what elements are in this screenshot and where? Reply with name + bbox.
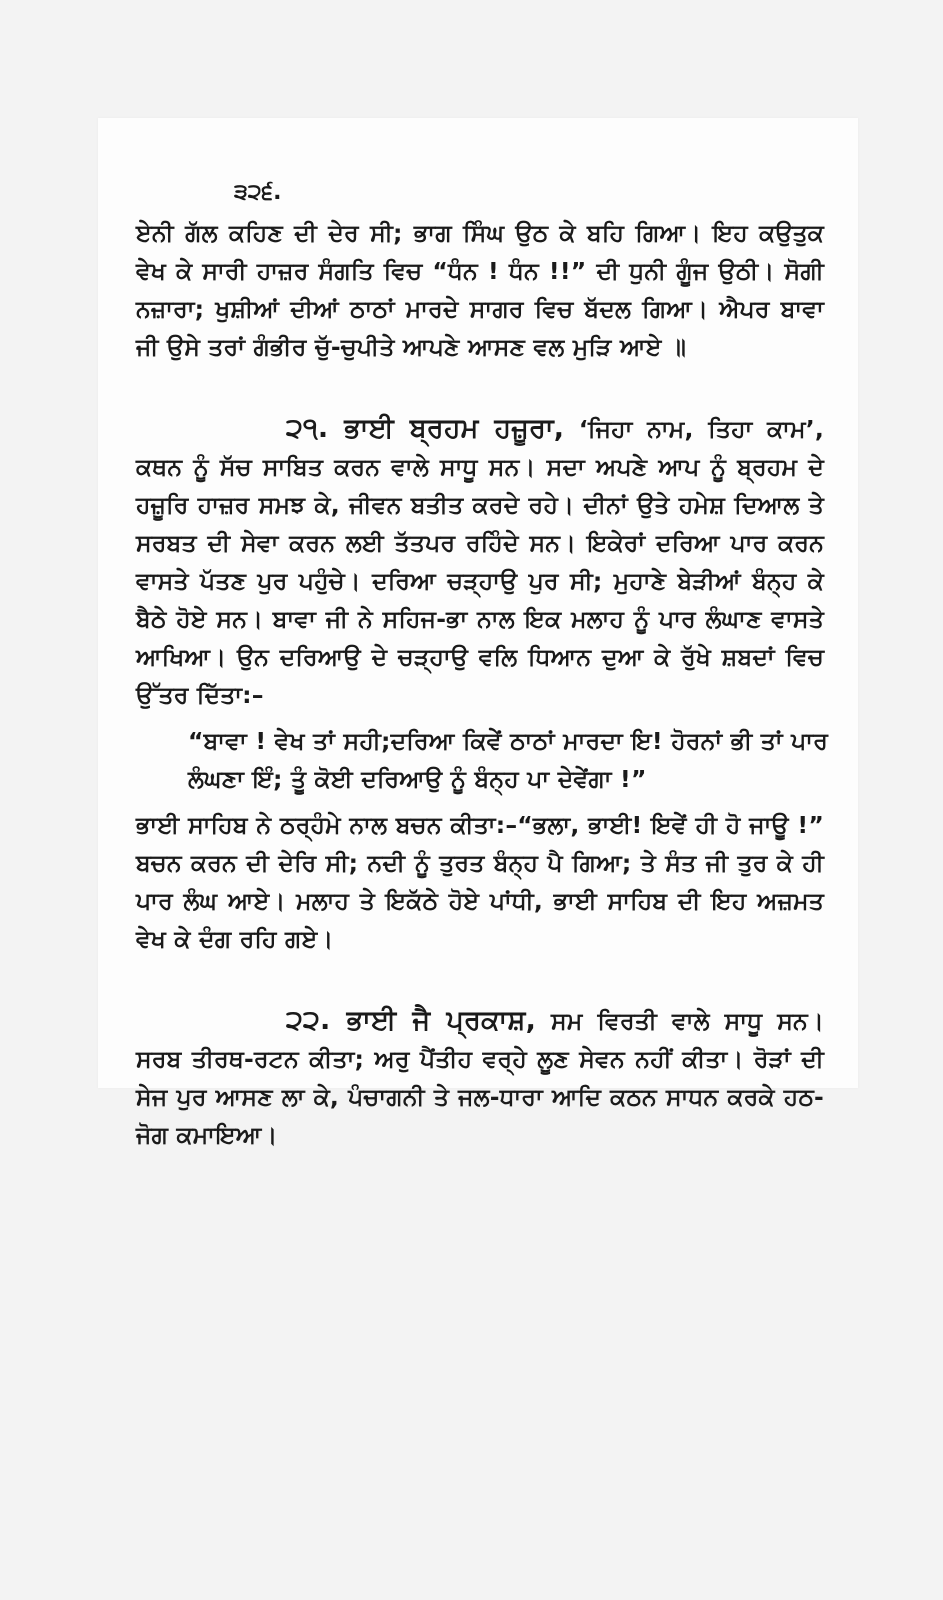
section-21-body: ‘ਜਿਹਾ ਨਾਮ, ਤਿਹਾ ਕਾਮ’, ਕਥਨ ਨੂੰ ਸੱਚ ਸਾਬਿਤ ਕਰਨ ਵਾਲੇ ਸਾਧੂ ਸਨ। ਸਦਾ ਅਪਣੇ ਆਪ ਨੂੰ ਬ੍ਰਹਮ ਦੇ ਹਜ਼ੂਰਿ ਹਾਜ਼ਰ ਸਮਝ ਕੇ, ਜੀਵਨ ਬਤੀਤ ਕਰਦੇ ਰਹੇ। ਦੀਨਾਂ ਉਤੇ ਹਮੇਸ਼ ਦਿਆਲ ਤੇ ਸਰਬਤ ਦੀ ਸੇਵਾ ਕਰਨ ਲਈ ਤੱਤਪਰ ਰਹਿੰਦੇ ਸਨ। ਇਕੇਰਾਂ ਦਰਿਆ ਪਾਰ ਕਰਨ ਵਾਸਤੇ ਪੱਤਣ ਪੁਰ ਪਹੁੰਚੇ। ਦਰਿਆ ਚੜ੍ਹਾਉ ਪੁਰ ਸੀ; ਮੁਹਾਣੇ ਬੇੜੀਆਂ ਬੰਨ੍ਹ ਕੇ ਬੈਠੇ ਹੋਏ ਸਨ। ਬਾਵਾ ਜੀ ਨੇ ਸਹਿਜ-ਭਾ ਨਾਲ ਇਕ ਮਲਾਹ ਨੂੰ ਪਾਰ ਲੰਘਾਣ ਵਾਸਤੇ ਆਖਿਆ। ਉਨ ਦਰਿਆਉ ਦੇ ਚੜ੍ਹਾਉ ਵਲਿ ਧਿਆਨ ਦੁਆ ਕੇ ਰੁੱਖੇ ਸ਼ਬਦਾਂ ਵਿਚ ਉੱਤਰ ਦਿੱਤਾ:–	[136, 415, 824, 709]
section-21-paragraph	[136, 410, 824, 714]
quote-gap	[136, 714, 824, 722]
intro-paragraph: ਏਨੀ ਗੱਲ ਕਹਿਣ ਦੀ ਦੇਰ ਸੀ; ਭਾਗ ਸਿੰਘ ਉਠ ਕੇ ਬਹਿ ਗਿਆ। ਇਹ ਕਉਤੁਕ ਵੇਖ ਕੇ ਸਾਰੀ ਹਾਜ਼ਰ ਸੰਗਤਿ ਵਿਚ “ਧੰਨ ! ਧੰਨ !!” ਦੀ ਧੁਨੀ ਗੂੰਜ ਉਠੀ। ਸੋਗੀ ਨਜ਼ਾਰਾ; ਖੁਸ਼ੀਆਂ ਦੀਆਂ ਠਾਠਾਂ ਮਾਰਦੇ ਸਾਗਰ ਵਿਚ ਬੱਦਲ ਗਿਆ। ਐਪਰ ਬਾਵਾ ਜੀ ਉਸੇ ਤਰਾਂ ਗੰਭੀਰ ਚੁੱ-ਚੁਪੀਤੇ ਆਪਣੇ ਆਸਣ ਵਲ ਮੁੜਿ ਆਏ ॥	[136, 219, 824, 361]
section-21-after-quote: ਭਾਈ ਸਾਹਿਬ ਨੇ ਠਰ੍ਹੰਮੇ ਨਾਲ ਬਚਨ ਕੀਤਾ:–“ਭਲਾ, ਭਾਈ! ਇਵੇਂ ਹੀ ਹੋ ਜਾਊ !” ਬਚਨ ਕਰਨ ਦੀ ਦੇਰਿ ਸੀ; ਨਦੀ ਨੂੰ ਤੁਰਤ ਬੰਨ੍ਹ ਪੈ ਗਿਆ; ਤੇ ਸੰਤ ਜੀ ਤੁਰ ਕੇ ਹੀ ਪਾਰ ਲੰਘ ਆਏ। ਮਲਾਹ ਤੇ ਇਕੱਠੇ ਹੋਏ ਪਾਂਧੀ, ਭਾਈ ਸਾਹਿਬ ਦੀ ਇਹ ਅਜ਼ਮਤ ਵੇਖ ਕੇ ਦੰਗ ਰਹਿ ਗਏ।	[136, 811, 824, 953]
book-page	[98, 118, 858, 1149]
section-21-quote: “ਬਾਵਾ ! ਵੇਖ ਤਾਂ ਸਹੀ;ਦਰਿਆ ਕਿਵੇਂ ਠਾਠਾਂ ਮਾਰਦਾ ਇ! ਹੋਰਨਾਂ ਭੀ ਤਾਂ ਪਾਰ ਲੰਘਣਾ ਇੰ; ਤੂੰ ਕੋਈ ਦਰਿਆਉ ਨੂੰ ਬੰਨ੍ਹ ਪਾ ਦੇਵੇਂਗਾ !”	[188, 727, 828, 793]
section-22-heading: ੨੨. ਭਾਈ ਜੈ ਪ੍ਰਕਾਸ਼,	[286, 1005, 537, 1036]
section-22-paragraph	[136, 1002, 824, 1154]
section-gap	[136, 366, 824, 410]
page-text	[136, 174, 828, 1154]
section-gap	[136, 958, 824, 1002]
section-22-body: ਸਮ ਵਿਰਤੀ ਵਾਲੇ ਸਾਧੂ ਸਨ। ਸਰਬ ਤੀਰਥ-ਰਟਨ ਕੀਤਾ; ਅਰੁ ਪੈਂਤੀਹ ਵਰ੍ਹੇ ਲੂਣ ਸੇਵਨ ਨਹੀਂ ਕੀਤਾ। ਰੋੜਾਂ ਦੀ ਸੇਜ ਪੁਰ ਆਸਣ ਲਾ ਕੇ, ਪੰਚਾਗਨੀ ਤੇ ਜਲ-ਧਾਰਾ ਆਦਿ ਕਠਨ ਸਾਧਨ ਕਰਕੇ ਹਠ-ਜੋਗ ਕਮਾਇਆ।	[136, 1007, 824, 1149]
section-21-heading: ੨੧. ਭਾਈ ਬ੍ਰਹਮ ਹਜ਼ੂਰਾ,	[286, 413, 565, 444]
page-number: ੩੨੬.	[234, 180, 282, 205]
quote-gap	[136, 798, 824, 806]
